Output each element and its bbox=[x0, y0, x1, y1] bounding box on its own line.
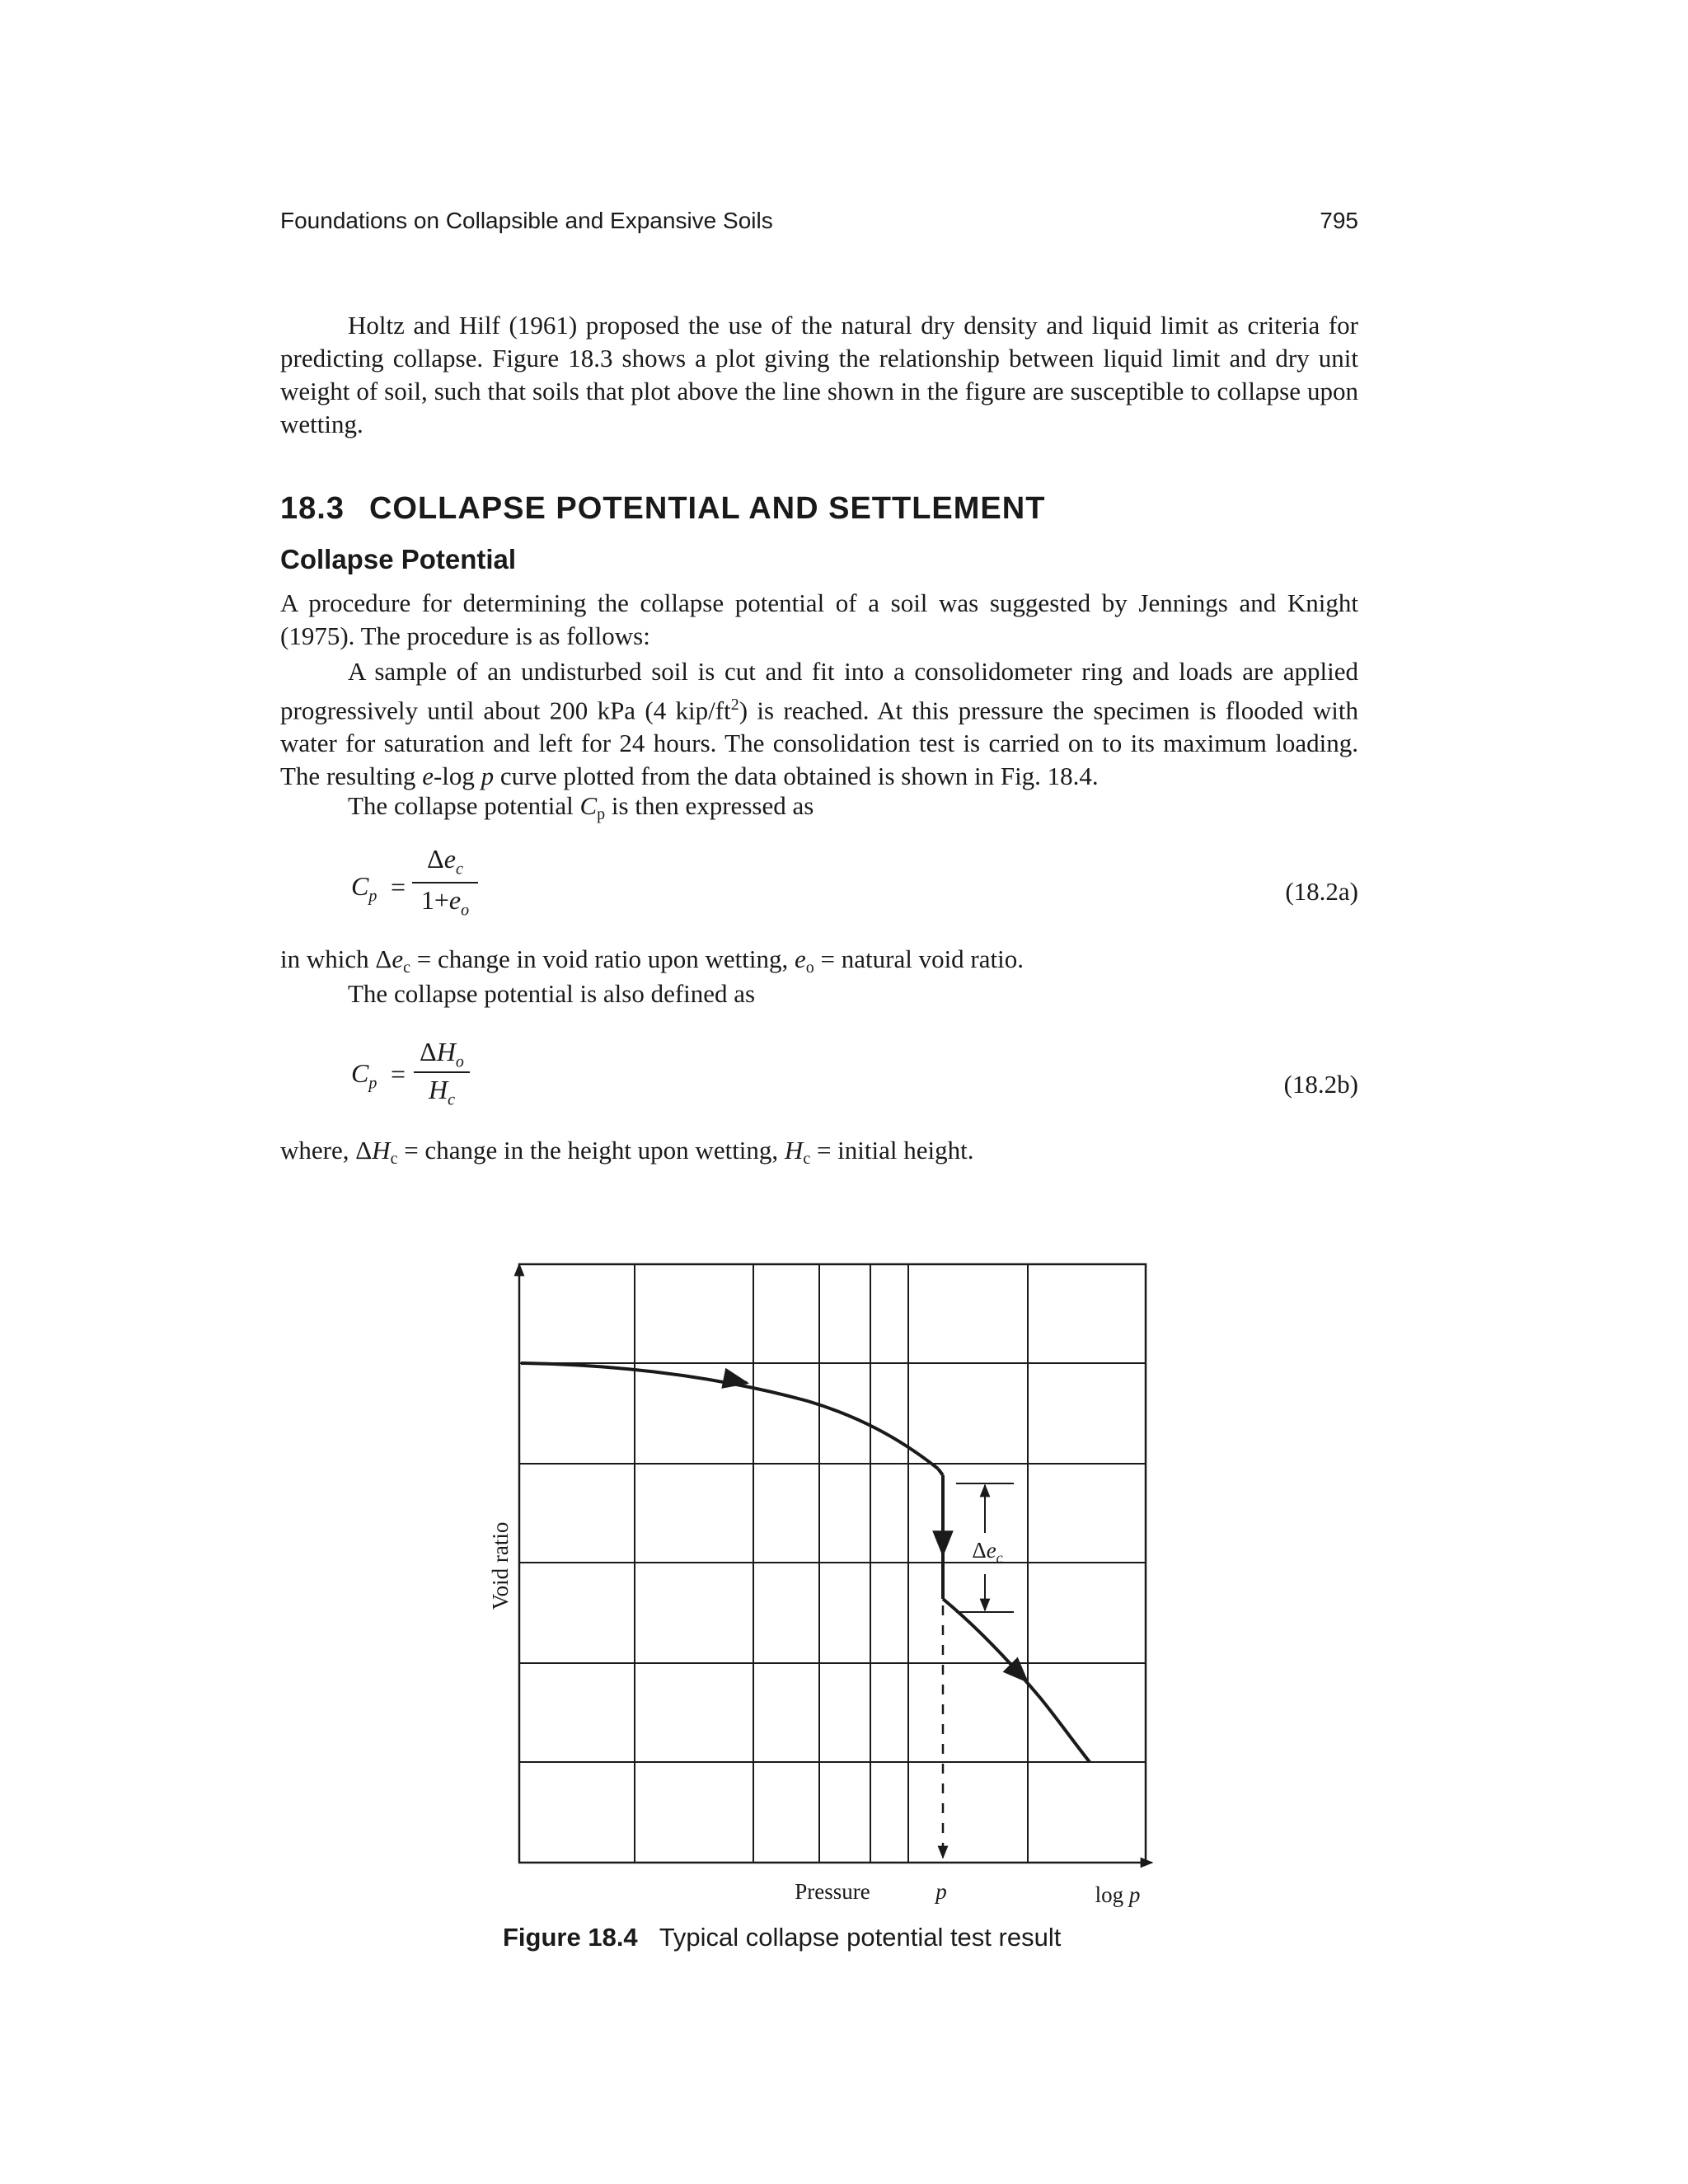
eq-a-fraction-bar bbox=[412, 882, 478, 883]
para2-text-1: A sample of an undisturbed soil is cut and fit into a consolidometer ring and loads are applied progressively until about 200 kPa (4 kip/ft bbox=[280, 657, 1358, 725]
eq-a-lhs bbox=[351, 871, 377, 906]
eq-b-equals: = bbox=[391, 1059, 406, 1089]
para3-var: C bbox=[579, 791, 598, 820]
eq-b-num-delta: Δ bbox=[420, 1037, 437, 1066]
paragraph-procedure-intro: A procedure for determining the collapse potential of a soil was suggested by Jennings and Knight (1975). The procedure is as follows: bbox=[280, 588, 1358, 650]
para2-text-3: -log bbox=[433, 762, 481, 791]
curve-post-wetting bbox=[943, 1599, 1090, 1762]
curve-knee bbox=[938, 1469, 943, 1475]
eq-a-num-var: e bbox=[443, 844, 456, 874]
paragraph-collapse-potential-expr bbox=[280, 790, 1358, 826]
para3-sub: p bbox=[597, 805, 606, 823]
eq-b-fraction-bar bbox=[414, 1071, 470, 1073]
equation-18-2b bbox=[280, 1037, 1358, 1127]
para4-text-1: in which Δ bbox=[280, 944, 392, 973]
x-label-log: log bbox=[1095, 1882, 1129, 1907]
para2-var-e: e bbox=[422, 762, 434, 791]
paragraph-procedure bbox=[280, 655, 1358, 793]
intro-paragraph: Holtz and Hilf (1961) proposed the use of the natural dry density and liquid limit as criteria for predicting collapse. Figure 18.3 shows a plot giving the relationship between liquid limit and dry unit weight of soil, such that soils that plot above the line shown in the figure are susceptible to collapse upon wetting. bbox=[280, 311, 1358, 438]
eq-a-num-sub: c bbox=[455, 860, 463, 879]
para6-text-1: where, Δ bbox=[280, 1136, 373, 1165]
figure-caption-label: Figure 18.4 bbox=[503, 1923, 638, 1952]
para4-sub-1: c bbox=[403, 958, 410, 977]
para3-text-1: The collapse potential bbox=[348, 791, 580, 820]
eq-b-lhs-sub: p bbox=[368, 1074, 377, 1093]
eq-a-number: (18.2a) bbox=[1285, 877, 1358, 906]
delta-ec-sub: c bbox=[996, 1549, 1003, 1566]
subsection-heading: Collapse Potential bbox=[280, 544, 517, 574]
para6-var-2: H bbox=[784, 1136, 804, 1165]
delta-ec-var: e bbox=[986, 1538, 996, 1563]
eq-b-number: (18.2b) bbox=[1283, 1070, 1358, 1099]
eq-a-den-one: 1+ bbox=[420, 885, 449, 915]
x-label-p: p bbox=[935, 1879, 947, 1904]
eq-b-num-var: H bbox=[436, 1037, 456, 1066]
figure-caption-text: Typical collapse potential test result bbox=[659, 1923, 1062, 1952]
section-heading bbox=[280, 491, 1045, 527]
para2-text-2: ) is reached. At this pressure the specimen is flooded with water for saturation and left for 24 hours. The consolidation test is carried on to its maximum loading. The resulting bbox=[280, 696, 1358, 791]
eq-b-lhs-var: C bbox=[351, 1058, 369, 1088]
eq-b-denominator bbox=[409, 1075, 475, 1109]
x-label-pressure: Pressure bbox=[795, 1879, 870, 1904]
x-label-logp-var: p bbox=[1128, 1882, 1141, 1907]
eq-a-den-var: e bbox=[448, 885, 462, 915]
delta-ec-delta: Δ bbox=[972, 1538, 987, 1563]
para2-var-p: p bbox=[481, 762, 495, 791]
eq-a-lhs-sub: p bbox=[368, 887, 377, 906]
eq-a-numerator bbox=[412, 844, 478, 879]
paragraph-eq-b-definitions bbox=[280, 1134, 1358, 1170]
para3-text-2: is then expressed as bbox=[605, 791, 814, 820]
figure-caption bbox=[503, 1923, 1061, 1952]
para2-text-4: curve plotted from the data obtained is shown in Fig. 18.4. bbox=[494, 762, 1099, 791]
eq-a-den-sub: o bbox=[461, 901, 470, 920]
paragraph-also-defined: The collapse potential is also defined as bbox=[348, 979, 756, 1008]
eq-b-lhs bbox=[351, 1058, 377, 1093]
eq-b-num-sub: o bbox=[455, 1052, 464, 1071]
running-head bbox=[280, 208, 1358, 241]
paragraph-eq-a-definitions bbox=[280, 943, 1358, 979]
equation-18-2a bbox=[280, 844, 1358, 935]
curve-loading bbox=[521, 1363, 938, 1469]
figure-collapse-potential bbox=[470, 1253, 1179, 1912]
page-number: 795 bbox=[1320, 208, 1358, 233]
delta-ec-label bbox=[972, 1538, 1002, 1566]
section-title: COLLAPSE POTENTIAL AND SETTLEMENT bbox=[368, 491, 1046, 526]
eq-b-den-var: H bbox=[429, 1075, 448, 1104]
para4-text-2: = change in void ratio upon wetting, bbox=[410, 944, 795, 973]
eq-a-denominator bbox=[412, 885, 478, 920]
para6-sub-1: c bbox=[390, 1150, 398, 1168]
x-label-logp bbox=[1095, 1882, 1141, 1907]
eq-b-den-sub: c bbox=[448, 1090, 455, 1109]
section-number: 18.3 bbox=[280, 491, 345, 526]
para2-superscript: 2 bbox=[730, 696, 739, 714]
para4-sub-2: o bbox=[805, 958, 814, 977]
para4-text-3: = natural void ratio. bbox=[814, 944, 1024, 973]
eq-b-numerator bbox=[409, 1037, 475, 1071]
para6-var-1: H bbox=[372, 1136, 391, 1165]
eq-a-lhs-var: C bbox=[351, 871, 369, 901]
eq-a-num-delta: Δ bbox=[427, 844, 444, 874]
para6-text-2: = change in the height upon wetting, bbox=[397, 1136, 785, 1165]
eq-a-equals: = bbox=[391, 872, 406, 902]
para6-text-3: = initial height. bbox=[810, 1136, 974, 1165]
para4-var-2: e bbox=[795, 944, 806, 973]
para4-var-1: e bbox=[392, 944, 404, 973]
para6-sub-2: c bbox=[803, 1150, 811, 1168]
curve-arrow-loading bbox=[738, 1381, 747, 1383]
y-axis-label: Void ratio bbox=[488, 1521, 513, 1610]
running-head-title: Foundations on Collapsible and Expansive Soils bbox=[280, 208, 773, 233]
curve-arrow-post-wetting bbox=[1022, 1676, 1027, 1681]
